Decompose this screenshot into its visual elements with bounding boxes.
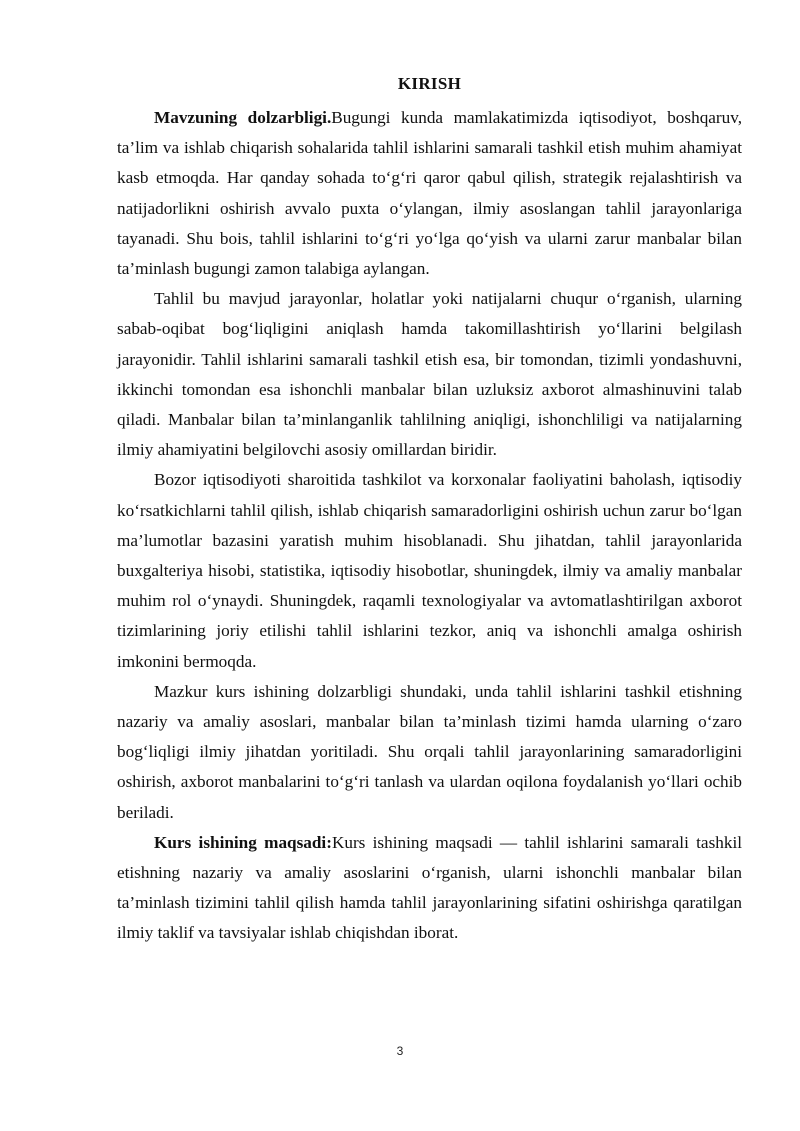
paragraph-text: Mazkur kurs ishining dolzarbligi shundaki, unda tahlil ishlarini tashkil etishning nazariy va amaliy asoslari, manbalar bilan ta’minlash tizimi hamda ularning o‘zaro bog‘liqligi ilmiy jihatdan yoritiladi. Shu orqali tahlil jarayonlarining samaradorligini oshirish, axborot manbalarini to‘g‘ri tanlash va ulardan oqilona foydalanish yo‘llari ochib beriladi. [117, 681, 742, 822]
paragraph-relevance [117, 103, 742, 284]
paragraph-market-economy [117, 465, 742, 676]
paragraph-lead: Kurs ishining maqsadi: [154, 832, 332, 852]
paragraph-text: Bozor iqtisodiyoti sharoitida tashkilot va korxonalar faoliyatini baholash, iqtisodiy ko‘rsatkichlarni tahlil qilish, ishlab chiqarish samaradorligini oshirish uchun zarur bo‘lgan ma’lumotlar bazasini yaratish muhim hisoblanadi. Shu jihatdan, tahlil jarayonlarida buxgalteriya hisobi, statistika, iqtisodiy hisobotlar, shuningdek, ilmiy va amaliy manbalar muhim rol o‘ynaydi. Shuningdek, raqamli texnologiyalar va avtomatlashtirilgan axborot tizimlarining joriy etilishi tahlil ishlarini tezkor, aniq va ishonchli amalga oshirish imkonini bermoqda. [117, 470, 742, 671]
section-title: KIRISH [397, 74, 462, 93]
paragraph-analysis-definition [117, 284, 742, 465]
paragraph-course-goal [117, 828, 742, 949]
paragraph-course-relevance [117, 677, 742, 828]
page-number: 3 [396, 1044, 404, 1058]
paragraph-text: Tahlil bu mavjud jarayonlar, holatlar yoki natijalarni chuqur o‘rganish, ularning sabab-oqibat bog‘liqligini aniqlash hamda takomillashtirish yo‘llarini belgilash jarayonidir. Tahlil ishlarini samarali tashkil etish esa, bir tomondan, tizimli yondashuvni, ikkinchi tomondan esa ishonchli manbalar bilan uzluksiz axborot almashinuvini talab qiladi. Manbalar bilan ta’minlanganlik tahlilning aniqligi, ishonchliligi va natijalarning ilmiy ahamiyatini belgilovchi asosiy omillardan biridir. [117, 289, 742, 460]
paragraph-text: Bugungi kunda mamlakatimizda iqtisodiyot, boshqaruv, ta’lim va ishlab chiqarish sohalarida tahlil ishlarini samarali tashkil etish muhim ahamiyat kasb etmoqda. Har qanday sohada to‘g‘ri qaror qabul qilish, strategik rejalashtirish va natijadorlikni oshirish avvalo puxta o‘ylangan, ilmiy asoslangan tahlil jarayonlariga tayanadi. Shu bois, tahlil ishlarini to‘g‘ri yo‘lga qo‘yish va ularni zarur manbalar bilan ta’minlash bugungi zamon talabiga aylangan. [117, 108, 743, 279]
paragraph-text: Kurs ishining maqsadi — tahlil ishlarini samarali tashkil etishning nazariy va amaliy asoslarini o‘rganish, ularni ishonchli manbalar bilan ta’minlash tizimini tahlil qilish hamda tahlil jarayonlarining sifatini oshirishga qaratilgan ilmiy taklif va tavsiyalar ishlab chiqishdan iborat. [117, 832, 742, 943]
paragraph-lead: Mavzuning dolzarbligi. [154, 108, 332, 127]
document-page [117, 74, 742, 949]
